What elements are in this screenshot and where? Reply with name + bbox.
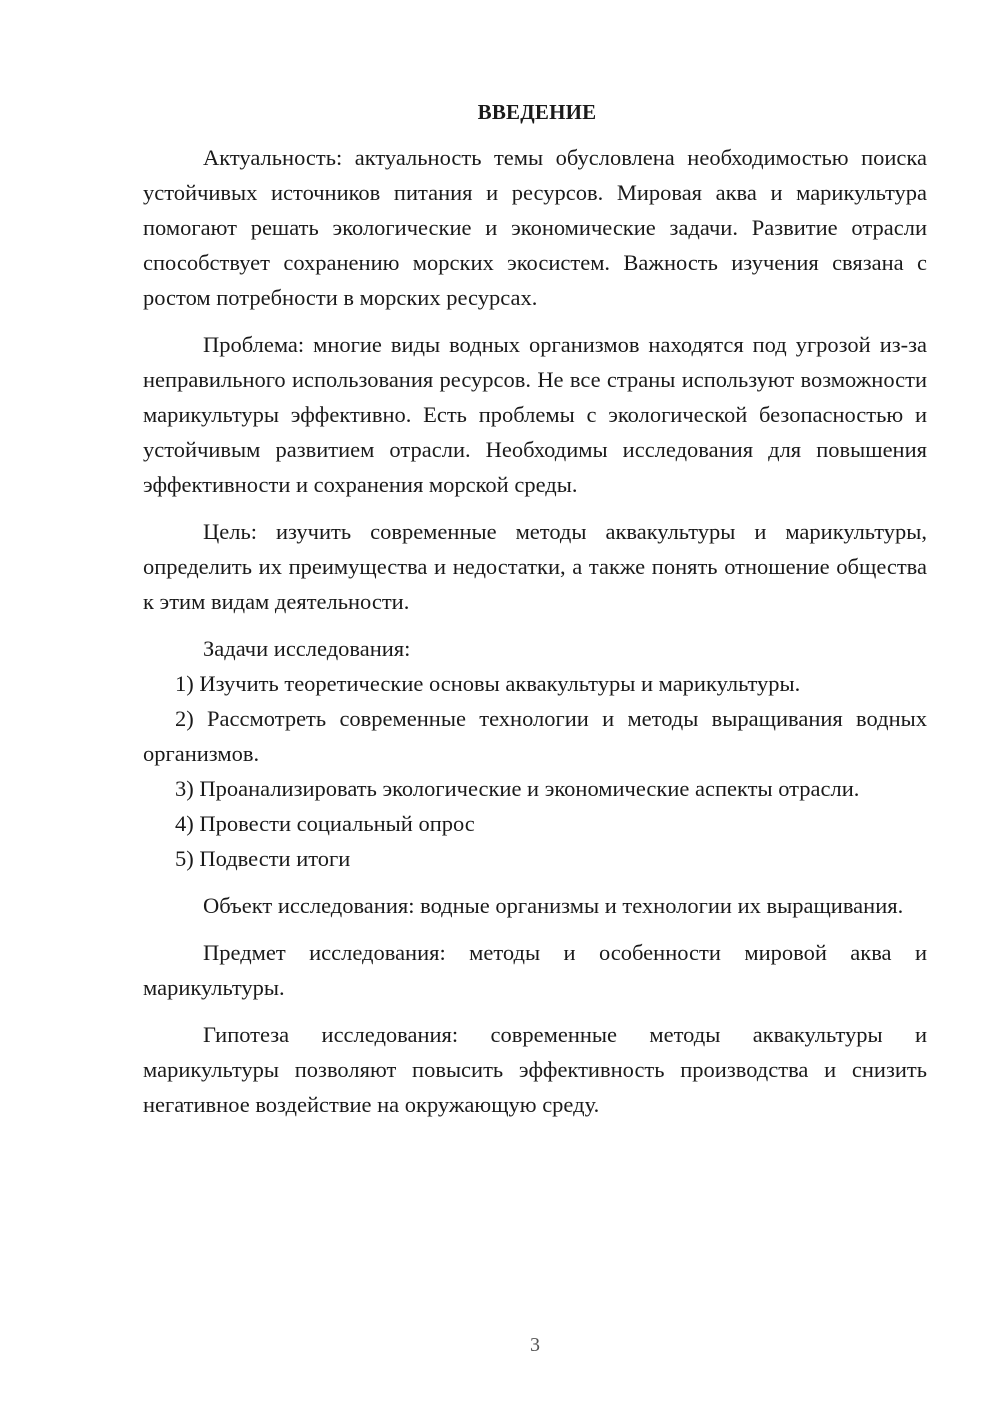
problem-paragraph: Проблема: многие виды водных организмов находятся под угрозой из-за неправильного использования ресурсов. Не все страны используют возможности марикультуры эффективно. Есть проблемы с экологической безопасностью и устойчивым развитием отрасли. Необходимы исследования для повышения эффективности и сохранения морской среды. [143,332,927,497]
page-title: ВВЕДЕНИЕ [477,100,597,124]
goal-paragraph: Цель: изучить современные методы аквакультуры и марикультуры, определить их преимущества и недостатки, а также понять отношение общества к этим видам деятельности. [143,519,927,614]
task-item-4: 4) Провести социальный опрос [175,811,475,836]
hypothesis-paragraph: Гипотеза исследования: современные методы аквакультуры и марикультуры позволяют повысить эффективность производства и снизить негативное воздействие на окружающую среду. [143,1022,927,1117]
subject-paragraph: Предмет исследования: методы и особенности мировой аква и марикультуры. [143,940,927,1000]
task-item-1: 1) Изучить теоретические основы аквакультуры и марикультуры. [175,671,801,696]
relevance-paragraph: Актуальность: актуальность темы обусловлена необходимостью поиска устойчивых источников питания и ресурсов. Мировая аква и марикультура помогают решать экологические и экономические задачи. Развитие отрасли способствует сохранению морских экосистем. Важность изучения связана с ростом потребности в морских ресурсах. [143,145,927,310]
page-number: 3 [530,1334,540,1356]
task-item-3: 3) Проанализировать экологические и экономические аспекты отрасли. [175,776,860,801]
task-item-2: 2) Рассмотреть современные технологии и методы выращивания водных организмов. [143,706,927,766]
object-paragraph: Объект исследования: водные организмы и технологии их выращивания. [203,893,904,918]
tasks-heading: Задачи исследования: [203,636,411,661]
task-item-5: 5) Подвести итоги [175,846,351,871]
page-content [143,95,927,1122]
